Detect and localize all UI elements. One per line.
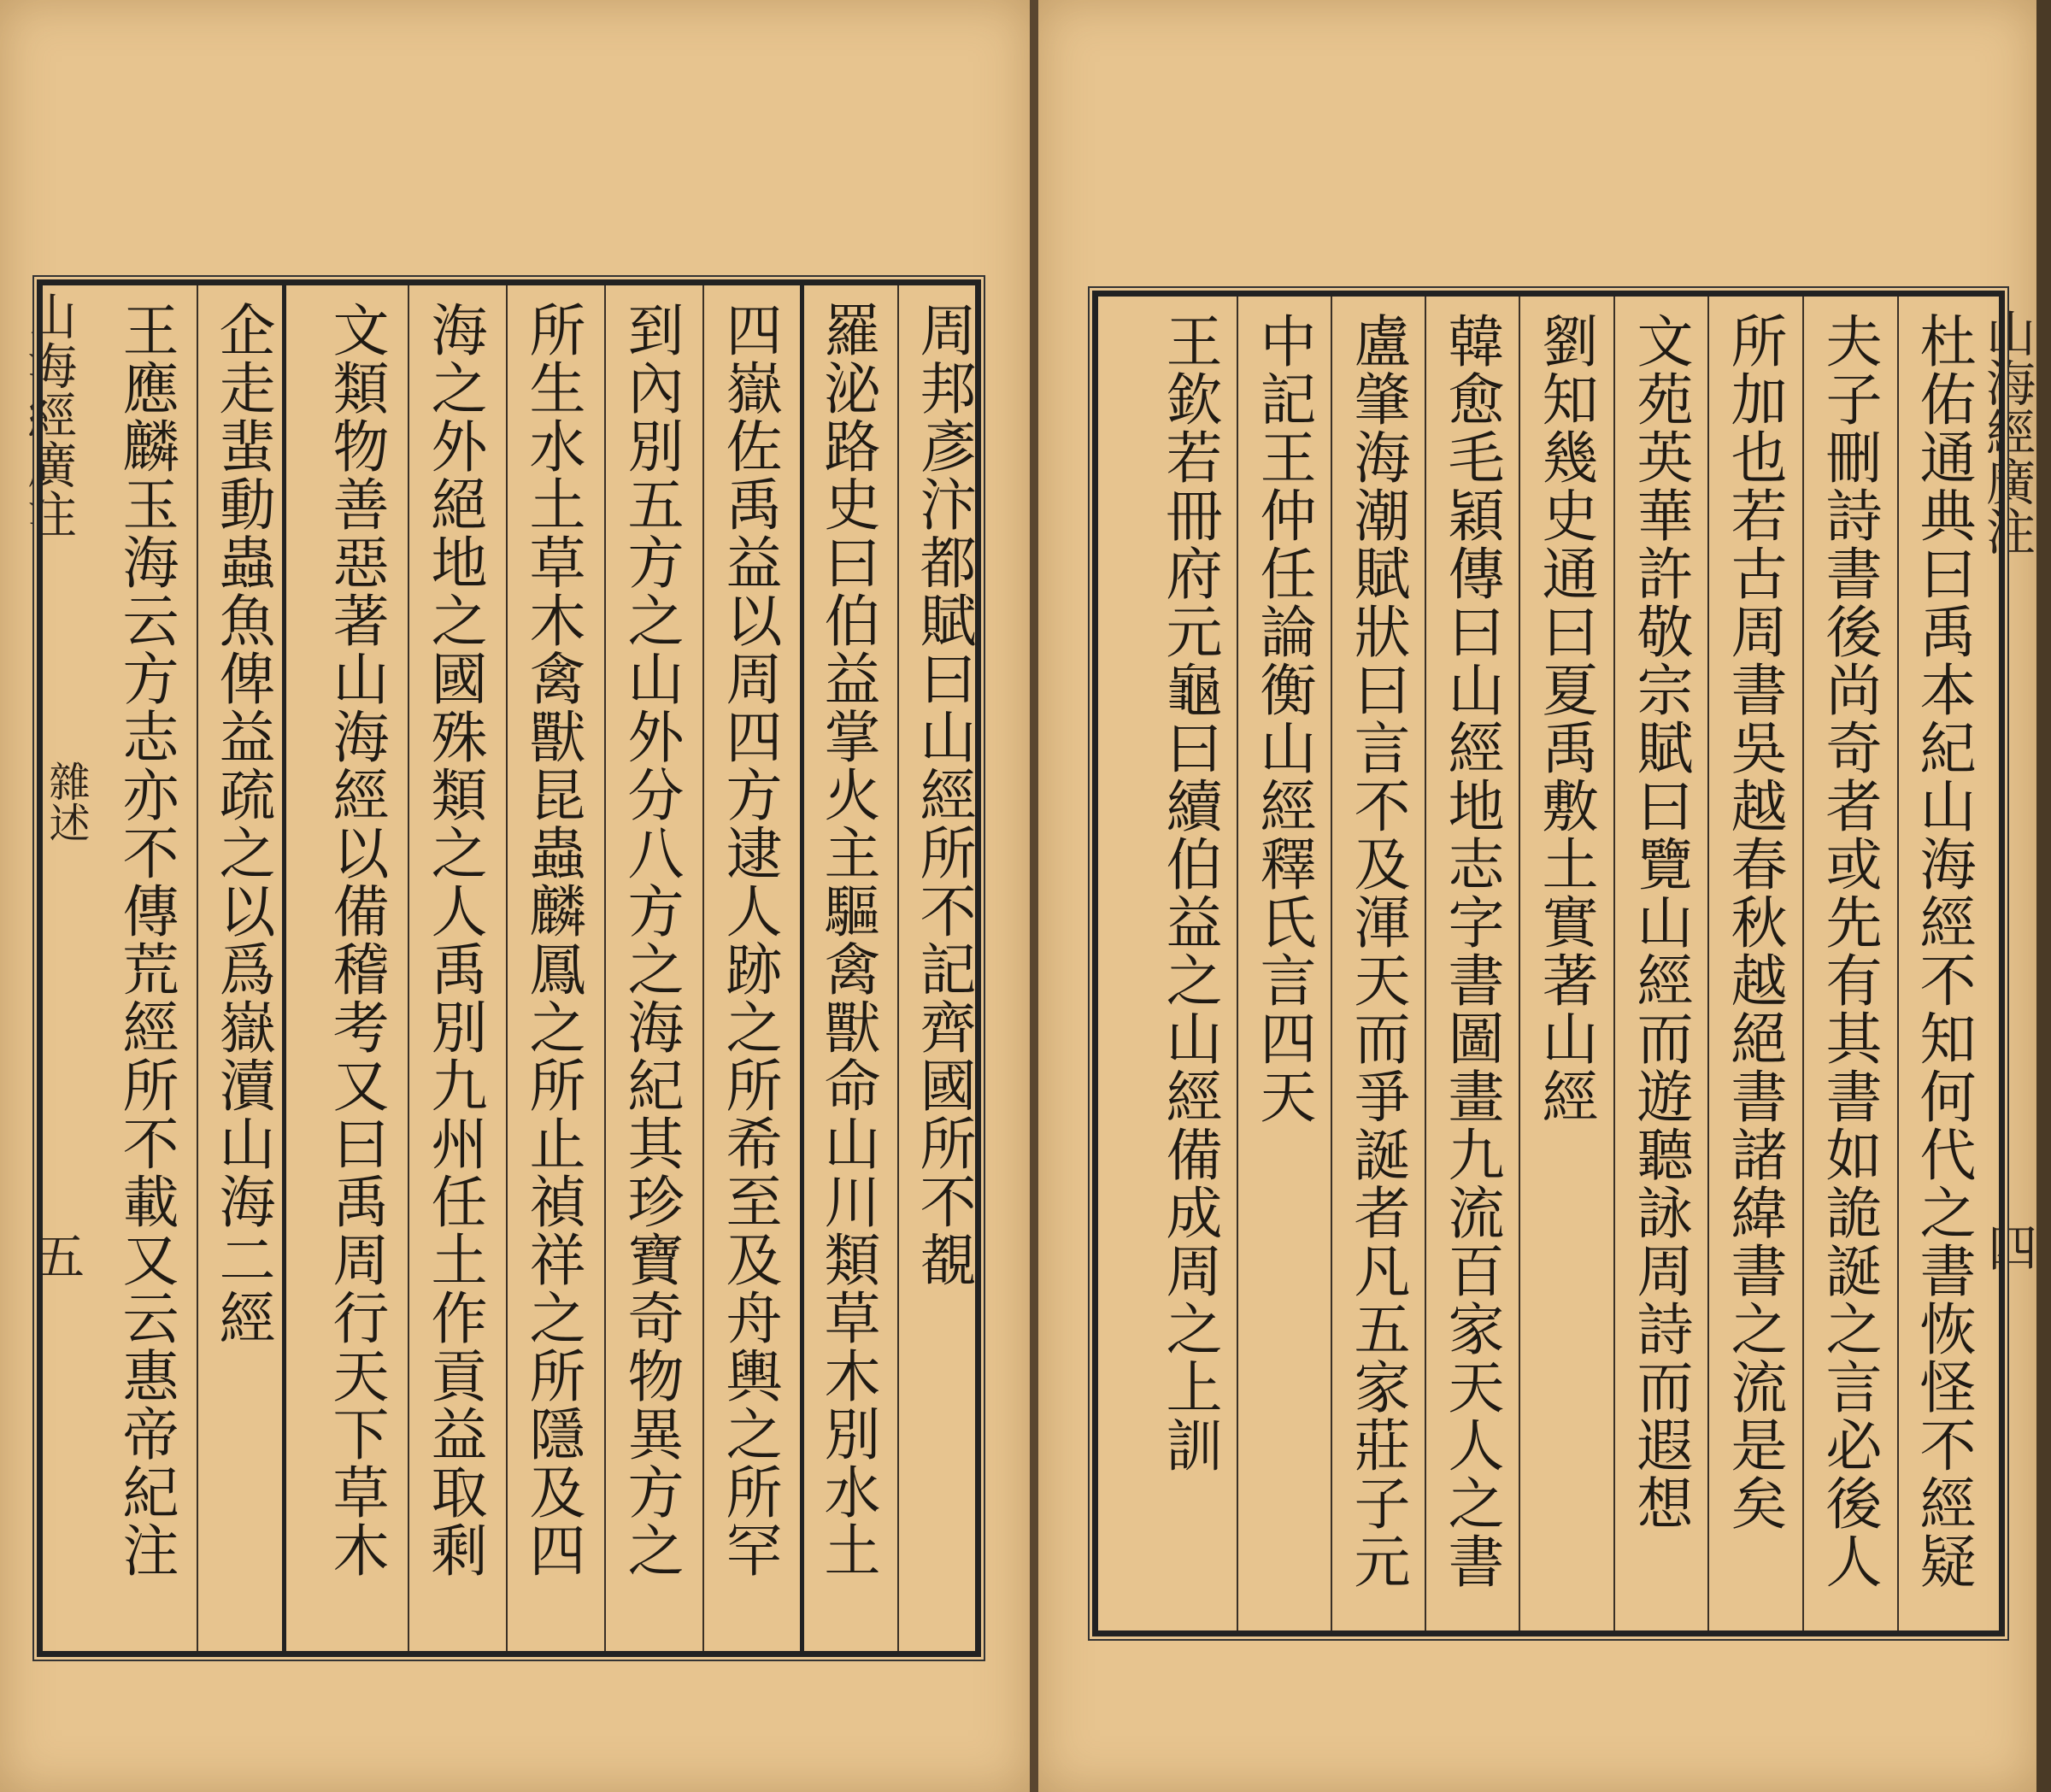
- right-running-title: 山海經廣注: [1978, 308, 2036, 555]
- text-column: 王應麟玉海云方志亦不傳荒經所不載又云惠帝紀注: [113, 301, 179, 1579]
- column-rule: [1707, 297, 1709, 1630]
- text-column: 所加也若古周書吳越春秋越絕書諸緯書之流是矣: [1721, 312, 1787, 1532]
- column-rule: [1331, 297, 1332, 1630]
- left-text-frame: [37, 279, 981, 1657]
- text-column: 周邦彥汴都賦曰山經所不記齊國所不覩: [910, 301, 976, 1289]
- text-column: 到內別五方之山外分八方之海紀其珍寶奇物異方之: [618, 301, 684, 1579]
- column-rule: [1802, 297, 1804, 1630]
- text-column: 杜佑通典曰禹本紀山海經不知何代之書恢怪不經疑: [1910, 312, 1976, 1590]
- column-rule: [702, 285, 704, 1651]
- text-column: 劉知幾史通曰夏禹敷土實著山經: [1532, 312, 1598, 1125]
- text-column: 韓愈毛穎傳曰山經地志字書圖畫九流百家天人之書: [1438, 312, 1504, 1590]
- left-folio-number: 五: [26, 1231, 85, 1280]
- text-column: 夫子刪詩書後尚奇者或先有其書如詭誕之言必後人: [1816, 312, 1882, 1590]
- column-rule: [897, 285, 899, 1651]
- text-column: 海之外絕地之國殊類之人禹別九州任土作貢益取剩: [421, 301, 487, 1579]
- column-rule: [1237, 297, 1238, 1630]
- text-column: 所生水土草木禽獸昆蟲麟鳳之所止禎祥之所隱及四: [520, 301, 585, 1579]
- column-rule: [408, 285, 409, 1651]
- text-column: 四嶽佐禹益以周四方逮人跡之所希至及舟輿之所罕: [716, 301, 782, 1579]
- column-rule: [1519, 297, 1520, 1630]
- book-gutter: [1030, 0, 1038, 1792]
- column-rule: [1613, 297, 1615, 1630]
- text-column: 企走蜚動蟲魚俾益疏之以爲嶽瀆山海二經: [209, 301, 275, 1347]
- column-rule: [1425, 297, 1426, 1630]
- text-column: 盧肇海潮賦狀曰言不及渾天而爭誕者凡五家莊子元: [1344, 312, 1410, 1590]
- text-column: 王欽若冊府元龜曰續伯益之山經備成周之上訓: [1156, 312, 1222, 1474]
- column-rule: [506, 285, 508, 1651]
- text-column: 文類物善惡著山海經以備稽考又曰禹周行天下草木: [323, 301, 389, 1579]
- left-running-title: 山海經廣注: [19, 291, 77, 538]
- column-rule: [604, 285, 606, 1651]
- right-text-frame: [1092, 291, 2005, 1636]
- text-column: 文苑英華許敬宗賦曰覽山經而遊聽詠周詩而遐想: [1627, 312, 1693, 1532]
- text-column: 中記王仲任論衡山經釋氏言四天: [1250, 312, 1316, 1125]
- column-rule: [197, 285, 198, 1651]
- left-section-label: 雜述: [42, 761, 90, 843]
- column-rule: [1897, 297, 1899, 1630]
- text-column: 羅泌路史曰伯益掌火主驅禽獸命山川類草木別水土: [814, 301, 880, 1579]
- column-rule: [800, 285, 804, 1651]
- right-folio-number: 四: [1979, 1222, 2037, 1272]
